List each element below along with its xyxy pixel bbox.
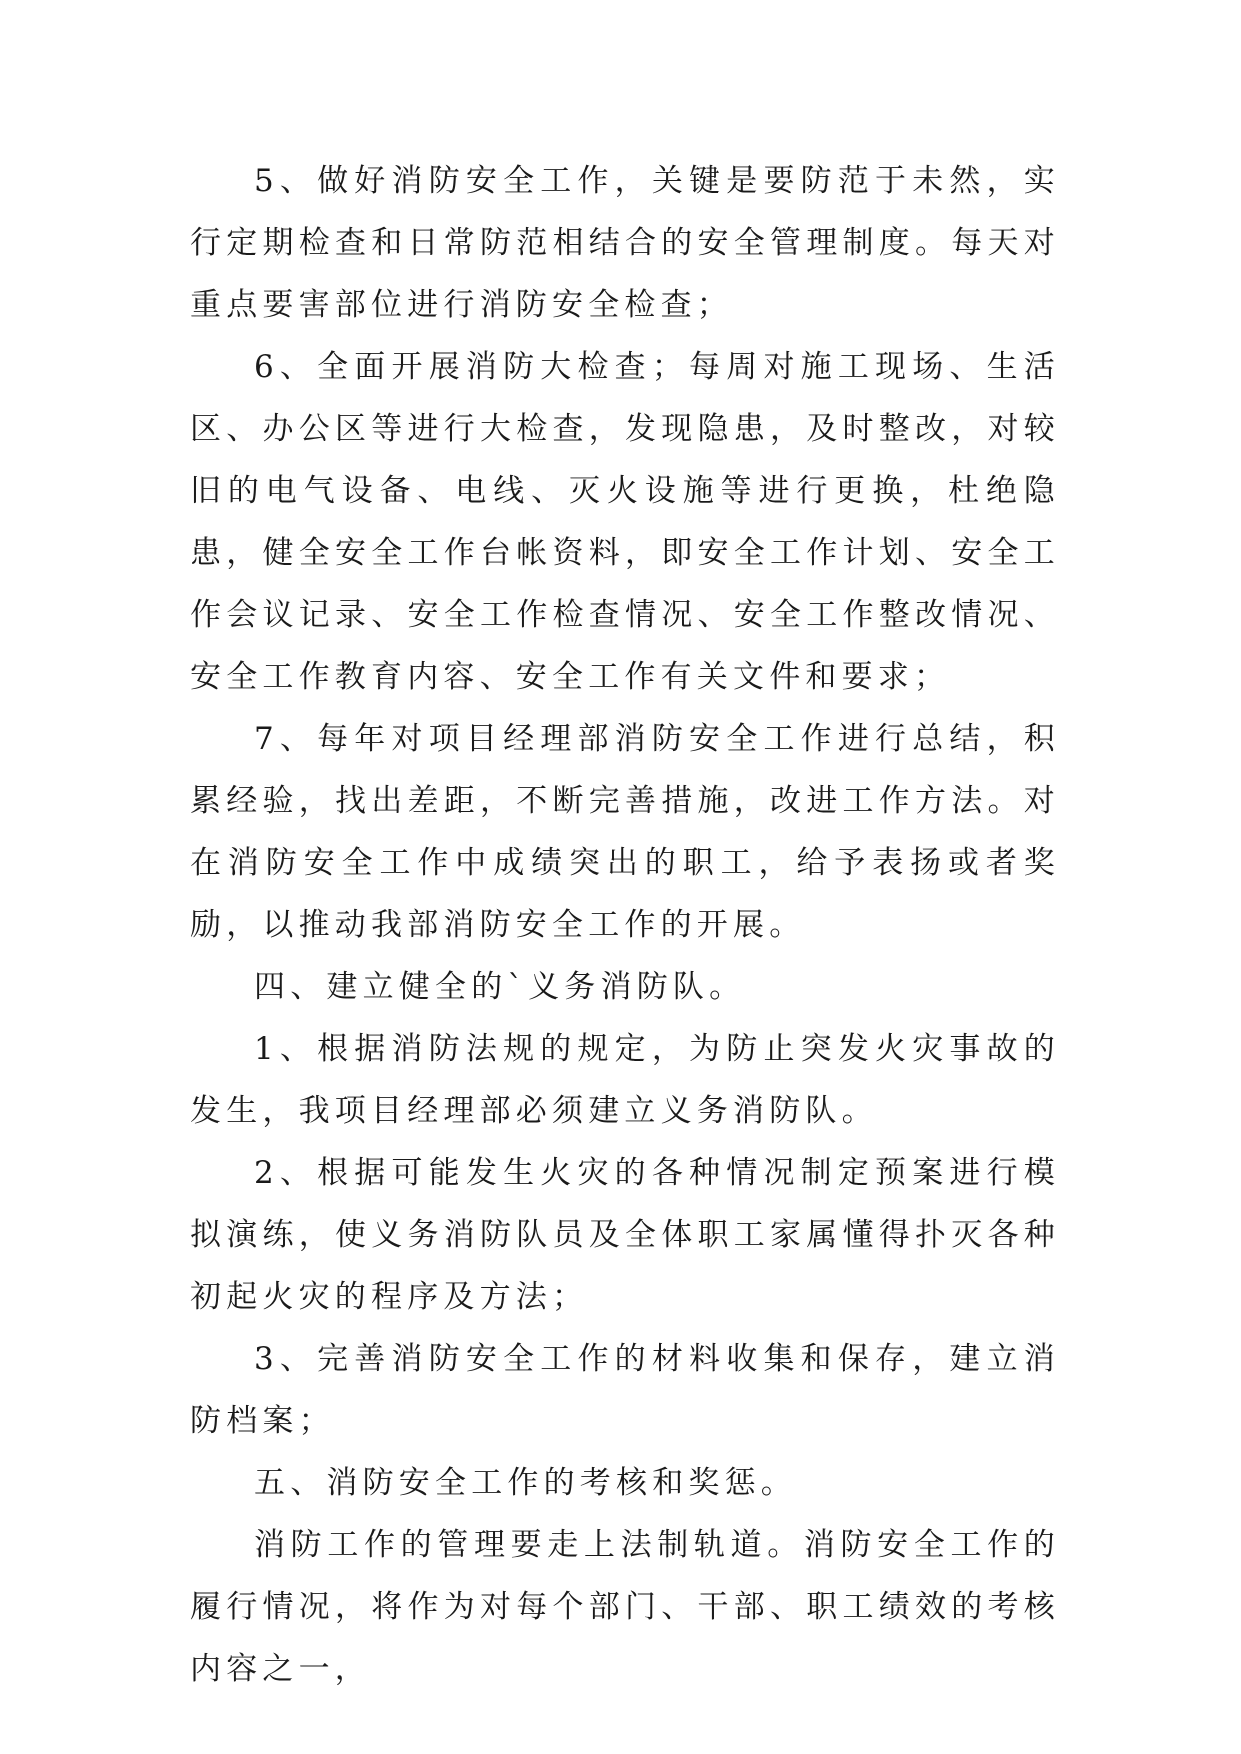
paragraph-item-5-regular-inspection: 5、做好消防安全工作，关键是要防范于未然，实行定期检查和日常防范相结合的安全管理制度。每天对重点要害部位进行消防安全检查； [190, 163, 1060, 323]
paragraph-item-3-archives: 3、完善消防安全工作的材料收集和保存，建立消防档案； [190, 1341, 1060, 1439]
paragraph-item-7-annual-summary: 7、每年对项目经理部消防安全工作进行总结，积累经验，找出差距，不断完善措施，改进工作方法。对在消防安全工作中成绩突出的职工，给予表扬或者奖励，以推动我部消防安全工作的开展。 [190, 721, 1060, 943]
document-page [190, 150, 1060, 1700]
section-heading-4-volunteer-fire-brigade: 四、建立健全的`义务消防队。 [254, 969, 746, 1005]
paragraph-assessment-body: 消防工作的管理要走上法制轨道。消防安全工作的履行情况，将作为对每个部门、干部、职工绩效的考核内容之一， [190, 1527, 1060, 1687]
paragraph-item-2-drills: 2、根据可能发生火灾的各种情况制定预案进行模拟演练，使义务消防队员及全体职工家属懂得扑灭各种初起火灾的程序及方法； [190, 1155, 1060, 1315]
paragraph-item-1-establish-brigade: 1、根据消防法规的规定，为防止突发火灾事故的发生，我项目经理部必须建立义务消防队。 [190, 1031, 1060, 1129]
section-heading-5-assessment: 五、消防安全工作的考核和奖惩。 [254, 1465, 797, 1501]
paragraph-item-6-comprehensive-inspection: 6、全面开展消防大检查；每周对施工现场、生活区、办公区等进行大检查，发现隐患，及时整改，对较旧的电气设备、电线、灭火设施等进行更换，杜绝隐患，健全安全工作台帐资料，即安全工作计划、安全工作会议记录、安全工作检查情况、安全工作整改情况、安全工作教育内容、安全工作有关文件和要求； [190, 349, 1060, 695]
